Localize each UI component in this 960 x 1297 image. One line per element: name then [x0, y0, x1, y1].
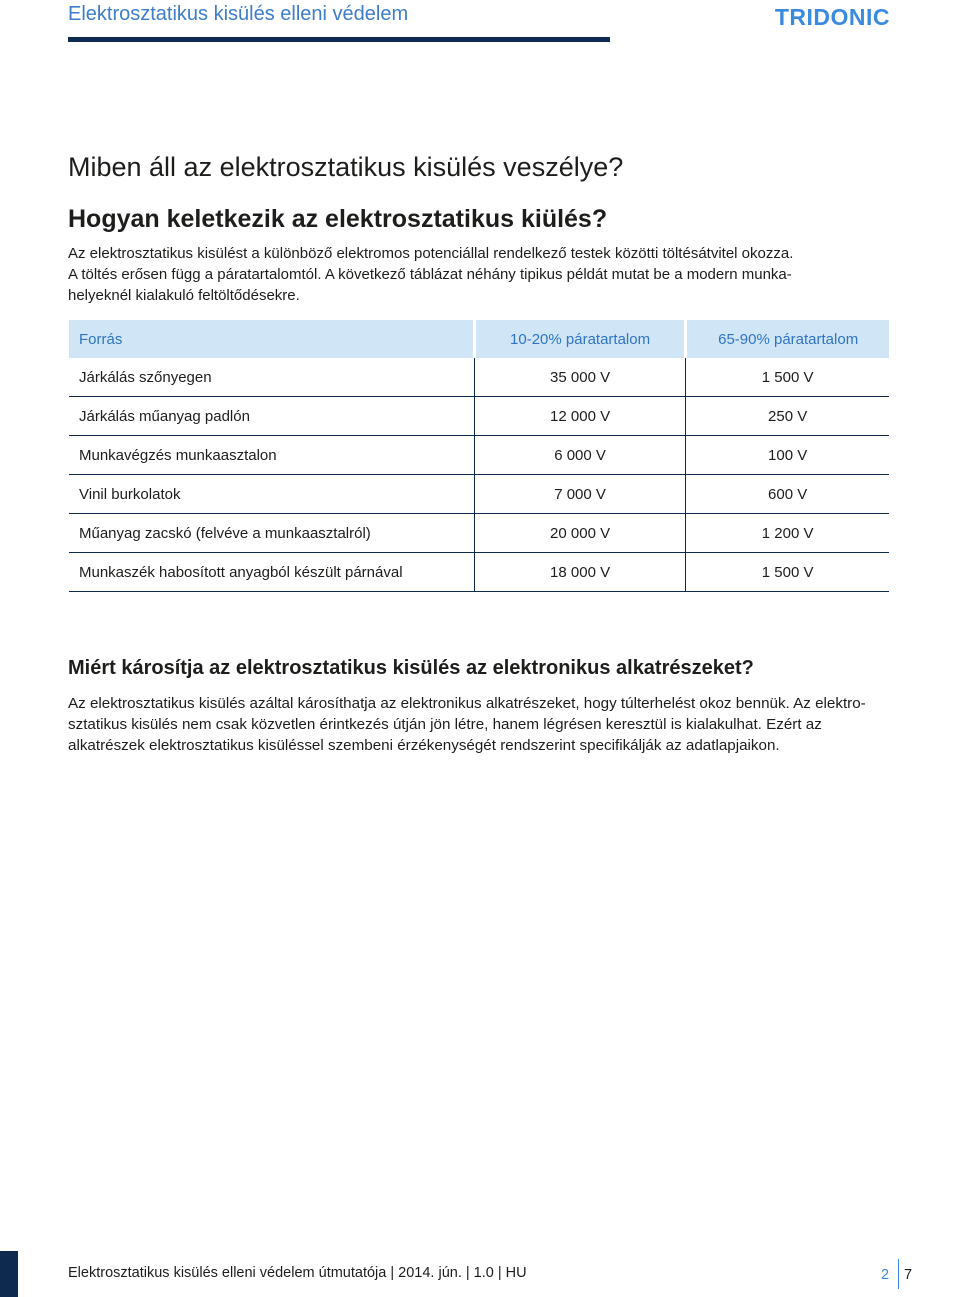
page-heading: Miben áll az elektrosztatikus kisülés veszélye? — [68, 152, 624, 182]
column-header-source: Forrás — [69, 320, 474, 358]
table-cell-high: 250 V — [686, 397, 889, 436]
table-cell-source: Vinil burkolatok — [69, 475, 474, 514]
page-footer — [0, 1251, 960, 1297]
table-cell-source: Műanyag zacskó (felvéve a munkaasztalról) — [69, 514, 474, 553]
table-cell-low: 7 000 V — [474, 475, 685, 514]
section-subheading: Hogyan keletkezik az elektrosztatikus kiülés? — [68, 205, 608, 233]
table-row — [69, 397, 889, 436]
table-row — [69, 475, 889, 514]
tridonic-logo: TRIDONIC — [774, 4, 890, 30]
table-cell-high: 600 V — [686, 475, 889, 514]
header-title: Elektrosztatikus kisülés elleni védelem — [68, 3, 409, 25]
table-cell-low: 35 000 V — [474, 358, 685, 397]
damage-line: Az elektrosztatikus kisülés azáltal károsíthatja az elektronikus alkatrészeket, hogy túlterhelést okoz bennük. Az elektro- — [68, 695, 866, 712]
damage-line: sztatikus kisülés nem csak közvetlen érintkezés útján jön létre, hanem légrésen keresztül is kialakulhat. Ezért az — [68, 716, 822, 733]
table-cell-low: 12 000 V — [474, 397, 685, 436]
table-cell-low: 6 000 V — [474, 436, 685, 475]
intro-line: A töltés erősen függ a páratartalomtól. A következő táblázat néhány tipikus példát mutat be a modern munka- — [68, 266, 792, 283]
intro-line: helyeknél kialakuló feltöltődésekre. — [68, 287, 300, 304]
table-cell-low: 20 000 V — [474, 514, 685, 553]
damage-line: alkatrészek elektrosztatikus kisüléssel szembeni érzékenységét rendszerint specifikálják az adatlapjaikon. — [68, 737, 780, 754]
page-number-divider — [898, 1259, 899, 1289]
table-cell-source: Járkálás műanyag padlón — [69, 397, 474, 436]
table-cell-source: Munkavégzés munkaasztalon — [69, 436, 474, 475]
table-cell-high: 100 V — [686, 436, 889, 475]
intro-paragraph — [68, 243, 898, 306]
table-row — [69, 514, 889, 553]
footer-text: Elektrosztatikus kisülés elleni védelem útmutatója | 2014. jún. | 1.0 | HU — [68, 1265, 527, 1281]
table-cell-high: 1 500 V — [686, 553, 889, 592]
table-cell-high: 1 200 V — [686, 514, 889, 553]
table-row — [69, 358, 889, 397]
page-total: 7 — [904, 1267, 913, 1283]
column-header-low-humidity: 10-20% páratartalom — [474, 320, 685, 358]
table-row — [69, 436, 889, 475]
table-cell-source: Járkálás szőnyegen — [69, 358, 474, 397]
footer-accent-bar — [0, 1251, 18, 1297]
table-cell-source: Munkaszék habosított anyagból készült párnával — [69, 553, 474, 592]
esd-voltage-table — [69, 320, 889, 592]
column-header-high-humidity: 65-90% páratartalom — [686, 320, 889, 358]
page-number: 2 — [881, 1267, 890, 1283]
intro-line: Az elektrosztatikus kisülést a különböző elektromos potenciállal rendelkező testek közötti töltésátvitel okozza. — [68, 245, 794, 262]
header-divider — [68, 37, 610, 42]
table-row — [69, 553, 889, 592]
table-header-row — [69, 320, 889, 358]
table-cell-low: 18 000 V — [474, 553, 685, 592]
damage-paragraph — [68, 693, 898, 756]
section-heading-damage: Miért károsítja az elektrosztatikus kisülés az elektronikus alkatrészeket? — [68, 657, 754, 679]
table-cell-high: 1 500 V — [686, 358, 889, 397]
